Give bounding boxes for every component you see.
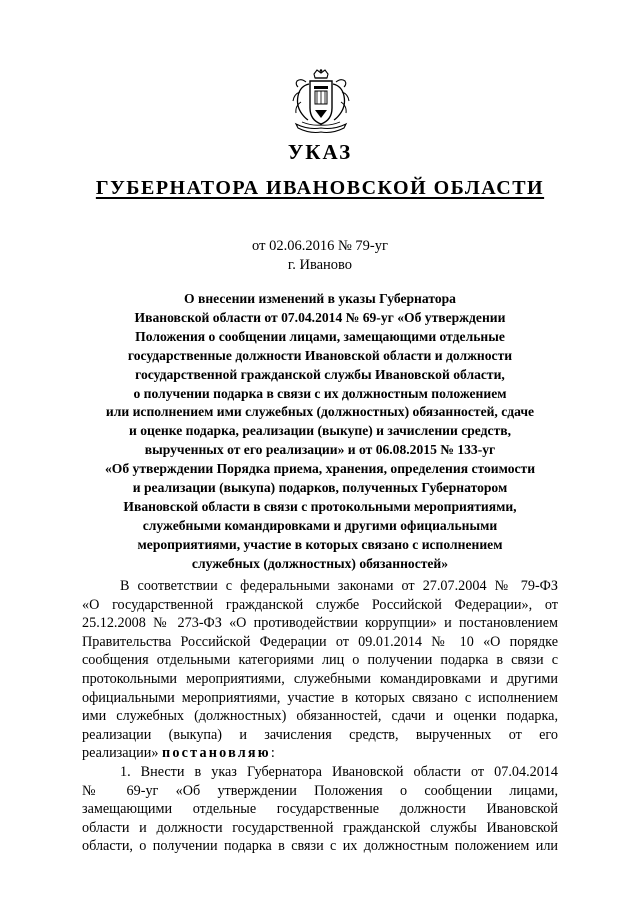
- document-issuer-text: ГУБЕРНАТОРА ИВАНОВСКОЙ ОБЛАСТИ: [95, 177, 545, 199]
- decree-date-number: от 02.06.2016 № 79-уг: [252, 238, 388, 254]
- document-title: УКАЗ: [287, 140, 353, 164]
- item1-line: замещающими отдельные государственные должности Ивановской: [82, 801, 558, 818]
- heading-line: Положения о сообщении лицами, замещающими отдельные: [135, 328, 505, 344]
- body-line: сообщения отдельными категориями лиц о получении подарка в связи с: [82, 652, 558, 669]
- item1-line: № 69-уг «Об утверждении Положения о сообщении лицами,: [82, 782, 558, 799]
- heading-line: вырученных от его реализации» и от 06.08.2015 № 133-уг: [144, 442, 496, 458]
- body-last-suffix: :: [270, 745, 275, 762]
- body-line: официальными мероприятиями, участие в которых связано с исполнением: [82, 689, 558, 706]
- body-last-prefix: реализации»: [82, 745, 159, 762]
- decree-body: [82, 577, 558, 856]
- body-line: Правительства Российской Федерации от 09.01.2014 № 10 «О порядке: [82, 633, 558, 650]
- heading-line: о получении подарка в связи с их должностным положением: [133, 385, 507, 401]
- heading-line: служебными командировками и другими официальными: [142, 517, 498, 533]
- body-line-decree: [82, 744, 558, 763]
- decree-city: г. Иваново: [287, 257, 353, 273]
- decree-heading: [60, 290, 580, 574]
- decree-word: постановляю: [161, 745, 271, 762]
- heading-line: Ивановской области от 07.04.2014 № 69-уг «Об утверждении: [134, 309, 506, 325]
- item1-line: области, о получении подарка в связи с их должностным положением или: [82, 838, 558, 855]
- heading-line: или исполнением ими служебных (должностных) обязанностей, сдаче: [105, 404, 535, 420]
- coat-of-arms-icon: [288, 68, 354, 134]
- heading-line: государственные должности Ивановской области и должности: [127, 347, 513, 363]
- document-issuer: [0, 177, 640, 200]
- item1-line: области и должности государственной гражданской службы Ивановской: [82, 819, 558, 836]
- item1-line: 1. Внести в указ Губернатора Ивановской области от 07.04.2014: [120, 763, 558, 780]
- heading-line: служебных (должностных) обязанностей»: [191, 555, 449, 571]
- body-line: реализации (выкупа) и зачисления средств, вырученных от его: [82, 726, 558, 743]
- heading-line: и реализации (выкупа) подарков, полученных Губернатором: [132, 480, 508, 496]
- heading-line: О внесении изменений в указы Губернатора: [184, 291, 456, 306]
- heading-line: мероприятиями, участие в которых связано с исполнением: [137, 536, 503, 552]
- body-line: 25.12.2008 № 273-ФЗ «О противодействии коррупции» и постановлением: [82, 615, 558, 632]
- body-line: ими служебных (должностных) обязанностей, сдачи и оценки подарка,: [82, 708, 558, 725]
- body-line: протокольными мероприятиями, служебными командировками и другими: [82, 670, 558, 687]
- body-line: В соответствии с федеральными законами от 27.07.2004 № 79-ФЗ: [120, 578, 558, 594]
- body-line: «О государственной гражданской службе Российской Федерации», от: [82, 596, 558, 613]
- heading-line: государственной гражданской службы Ивановской области,: [135, 366, 505, 382]
- heading-line: «Об утверждении Порядка приема, хранения, определения стоимости: [104, 461, 536, 477]
- heading-line: Ивановской области в связи с протокольными мероприятиями,: [123, 498, 517, 514]
- heading-line: и оценке подарка, реализации (выкупе) и зачислении средств,: [129, 423, 511, 439]
